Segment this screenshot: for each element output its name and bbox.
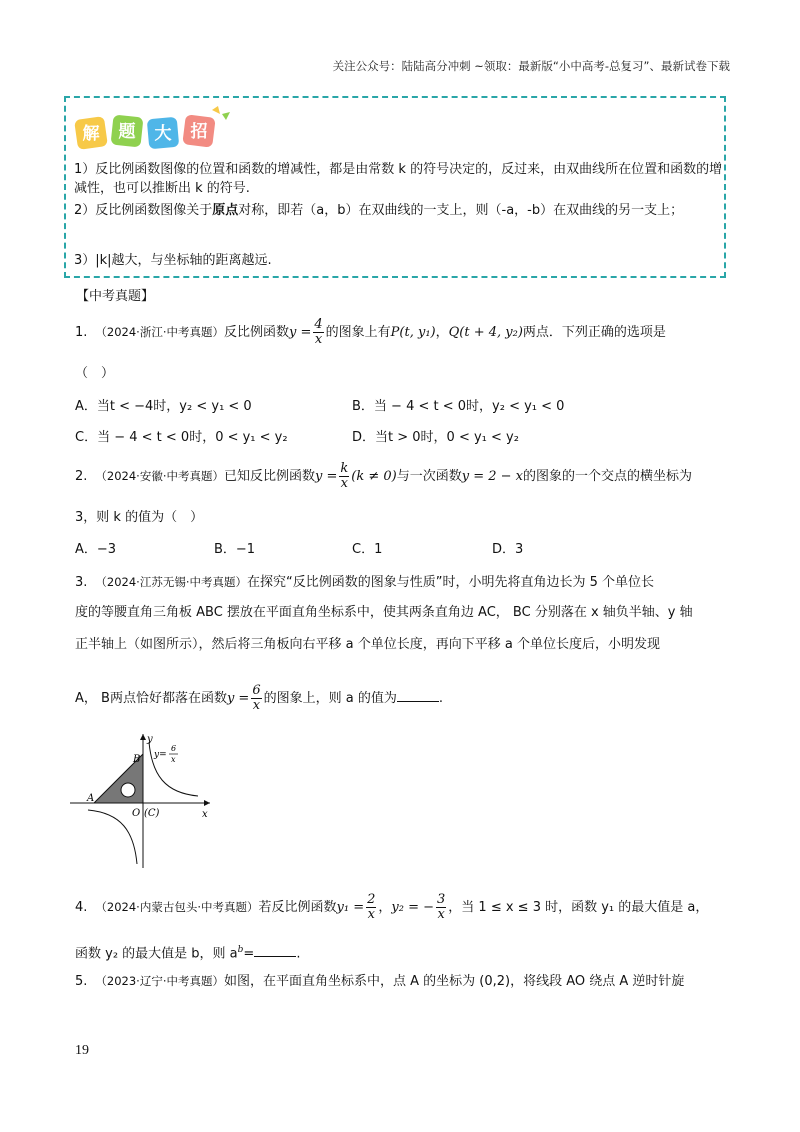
q1-option-d: D．当t > 0时，0 < y₁ < y₂ xyxy=(352,430,519,445)
page-number: 19 xyxy=(75,1043,89,1058)
q3-figure xyxy=(70,730,220,870)
hyperbola-branch-2 xyxy=(88,810,137,864)
q2-option-c: C．1 xyxy=(352,542,383,557)
logo-sparkle-icon-2 xyxy=(222,112,230,120)
q1-option-a: A．当t < −4时，y₂ < y₁ < 0 xyxy=(75,399,252,414)
fn-label: y= xyxy=(154,750,167,760)
q2-option-b: B．−1 xyxy=(214,542,256,557)
fn-label-num: 6 xyxy=(171,744,177,753)
tip-item-2: 2）反比例函数图像关于原点对称，即若（a，b）在双曲线的一支上，则（-a，-b）在双曲线的另一支上； xyxy=(74,203,684,218)
triangle-hole xyxy=(121,783,135,797)
logo-char-1: 解 xyxy=(82,124,100,144)
q1-option-c: C．当 − 4 < t < 0时，0 < y₁ < y₂ xyxy=(75,430,288,445)
q2-option-d: D．3 xyxy=(492,542,524,557)
logo-sparkle-icon xyxy=(212,106,220,114)
tips-logo xyxy=(72,104,242,152)
question-4-line2: 函数 y₂ 的最大值是 b，则 $a^b=$ . xyxy=(75,945,301,962)
label-y: y xyxy=(147,734,153,745)
question-2: 2. （2024·安徽·中考真题）已知反比例函数y = $\frac{k}{x}$ (k ≠ 0)与一次函数y = 2 − x的图象的一个交点的横坐标为 xyxy=(75,461,693,491)
question-1: 1. （2024·浙江·中考真题）反比例函数y = $\frac{4}{x}$ 的图象上有P(t, y₁)，Q(t + 4, y₂)两点．下列正确的选项是 xyxy=(75,317,666,347)
y-axis-arrow-icon xyxy=(140,734,146,740)
q1-option-b: B．当 − 4 < t < 0时，y₂ < y₁ < 0 xyxy=(352,399,565,414)
answer-blank xyxy=(397,689,439,702)
label-b: B xyxy=(133,754,141,765)
question-3-line2: 度的等腰直角三角板 ABC 摆放在平面直角坐标系中，使其两条直角边 AC， BC 分别落在 x 轴负半轴、y 轴 xyxy=(75,605,693,620)
logo-char-3: 大 xyxy=(154,124,172,144)
x-axis-arrow-icon xyxy=(204,800,210,806)
tip-item-3: 3）|k|越大，与坐标轴的距离越远. xyxy=(74,253,272,268)
question-4: 4. （2024·内蒙古包头·中考真题）若反比例函数y₁ = $\frac{2}{x}$ ，y₂ = − $\frac{3}{x}$ ，当 1 ≤ x ≤ 3 时，函数 y₁ 的最大值是 a， xyxy=(75,892,709,922)
page-header: 关注公众号：陆陆高分冲刺 ~领取：最新版“小中高考-总复习”、最新试卷下载 xyxy=(332,59,730,73)
label-x: x xyxy=(202,809,208,820)
label-c: (C) xyxy=(144,808,160,819)
q2-option-a: A．−3 xyxy=(75,542,117,557)
tip-item-1: 1）反比例函数图像的位置和函数的增减性，都是由常数 k 的符号决定的，反过来，由双曲线所在位置和函数的增减性，也可以推断出 k 的符号. xyxy=(74,162,723,196)
section-title: 【中考真题】 xyxy=(76,289,155,304)
question-3-line4: A， B两点恰好都落在函数y = $\frac{6}{x}$ 的图象上，则 a 的值为 . xyxy=(75,683,443,713)
fn-label-den: x xyxy=(171,755,176,764)
answer-blank-q4 xyxy=(254,944,296,957)
question-3-line3: 正半轴上（如图所示），然后将三角板向右平移 a 个单位长度，再向下平移 a 个单位长度后，小明发现 xyxy=(75,637,660,652)
tip-bold: 原点 xyxy=(212,203,239,218)
question-5: 5. （2023·辽宁·中考真题）如图，在平面直角坐标系中，点 A 的坐标为 (0,2)，将线段 AO 绕点 A 逆时针旋 xyxy=(75,974,685,989)
question-1-paren: （ ） xyxy=(75,366,115,381)
label-a: A xyxy=(87,793,95,804)
label-o: O xyxy=(132,808,141,819)
logo-char-4: 招 xyxy=(190,122,208,142)
question-3: 3. （2024·江苏无锡·中考真题）在探究“反比例函数的图象与性质”时，小明先将直角边长为 5 个单位长 xyxy=(75,575,654,590)
question-2-line2: 3，则 k 的值为（ ） xyxy=(75,510,204,525)
logo-char-2: 题 xyxy=(118,122,136,142)
